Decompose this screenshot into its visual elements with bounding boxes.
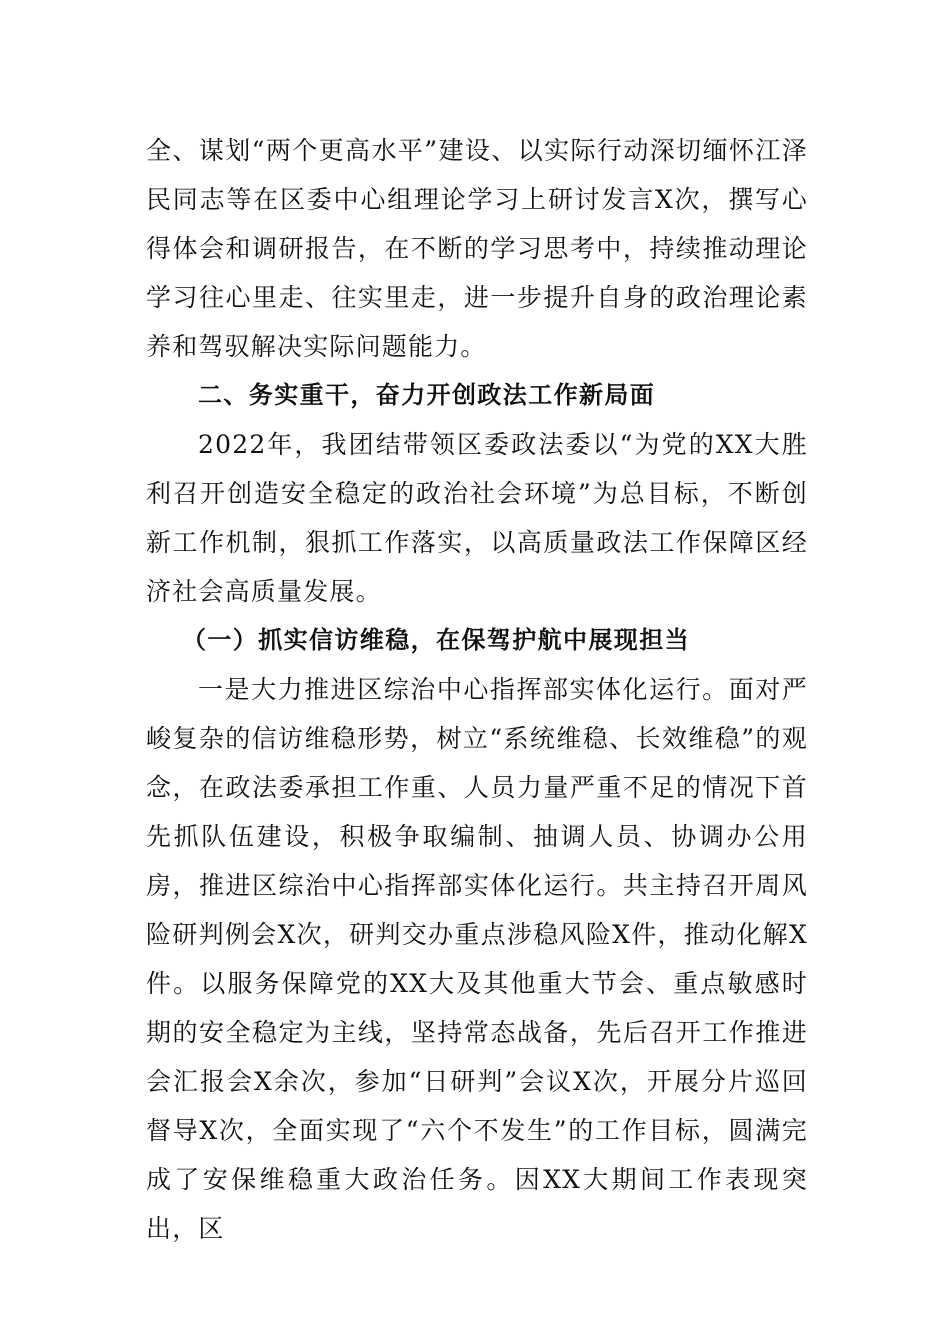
body-paragraph-details: 一是大力推进区综治中心指挥部实体化运行。面对严峻复杂的信访维稳形势，树立“系统维稳、长效维稳”的观念，在政法委承担工作重、人员力量严重不足的情况下首先抓队伍建设，积极争取编制、抽调人员、协调办公用房，推进区综治中心指挥部实体化运行。共主持召开周风险研判例会X次，研判交办重点涉稳风险X件，推动化解X件。以服务保障党的XX大及其他重大节会、重点敏感时期的安全稳定为主线，坚持常态战备，先后召开工作推进会汇报会X余次，参加“日研判”会议X次，开展分片巡回督导X次，全面实现了“六个不发生”的工作目标，圆满完成了安保维稳重大政治任务。因XX大期间工作表现突出，区 — [146, 675, 808, 1243]
body-paragraph-continued: 全、谋划“两个更高水平”建设、以实际行动深切缅怀江泽民同志等在区委中心组理论学习上研讨发言X次，撰写心得体会和调研报告，在不断的学习思考中，持续推动理论学习往心里走、往实里走，进一步提升自身的政治理论素养和驾驭解决实际问题能力。 — [146, 136, 808, 361]
subsection-heading: （一）抓实信访维稳，在保驾护航中展现担当 — [182, 626, 690, 654]
section-heading: 二、务实重干，奋力开创政法工作新局面 — [198, 381, 656, 409]
document-body — [146, 126, 808, 1253]
body-paragraph-overview: 2022年，我团结带领区委政法委以“为党的XX大胜利召开创造安全稳定的政治社会环境”为总目标，不断创新工作机制，狠抓工作落实，以高质量政法工作保障区经济社会高质量发展。 — [146, 430, 808, 606]
